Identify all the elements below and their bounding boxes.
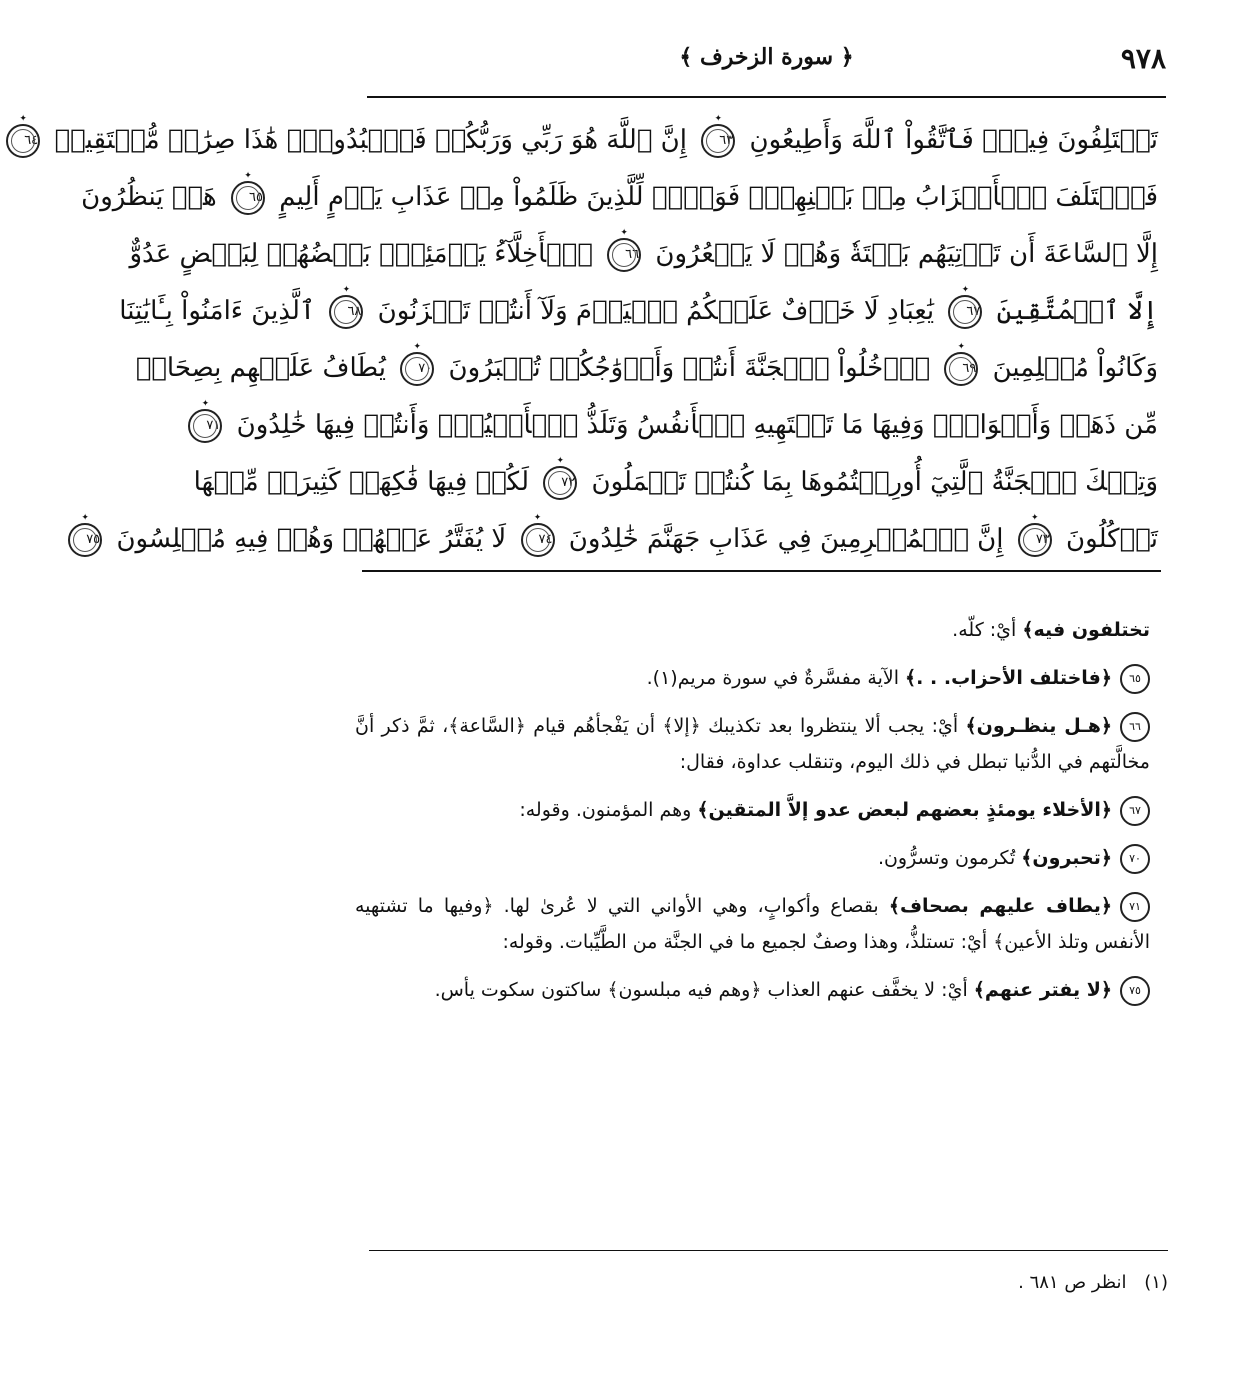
footnote-text: انظر ص ٦٨١ .	[1018, 1272, 1127, 1293]
commentary-text: الآية مفسَّرةٌ في سورة مريم(١).	[646, 667, 906, 689]
commentary-lemma: ﴿فاختلف الأحزاب. . .﴾	[905, 667, 1112, 689]
page-number: ٩٧٨	[1120, 42, 1166, 75]
ayah-number-marker: ٦٥ ✦	[231, 181, 265, 215]
commentary-lemma: ﴿هـل ينظـرون﴾	[965, 715, 1113, 737]
commentary-lemma: ﴿تحبرون﴾	[1021, 847, 1112, 869]
ayah-number-marker: ٦٨ ✦	[329, 295, 363, 329]
ayah-text: لَا يُفَتَّرُ عَنۡهُمۡ وَهُمۡ فِيهِ مُبۡلِسُونَ	[116, 524, 507, 554]
ayah-text: مِّن ذَهَبٖ وَأَكۡوَابٖۖ وَفِيهَا مَا تَشۡتَهِيهِ ٱلۡأَنفُسُ وَتَلَذُّ ٱلۡأَعۡيُنُۖ وَأَنتُمۡ فِيهَا خَٰلِدُونَ	[236, 410, 1158, 440]
ayah-number-marker: ٦٣ ✦	[701, 124, 735, 158]
ayah-number-marker: ٦٩ ✦	[944, 352, 978, 386]
quran-line	[193, 454, 1158, 511]
footnote-number: (١)	[1144, 1272, 1168, 1293]
ayah-text: تَأۡكُلُونَ	[1066, 524, 1158, 554]
ayah-text: وَتِلۡكَ ٱلۡجَنَّةُ ٱلَّتِيٓ أُورِثۡتُمُوهَا بِمَا كُنتُمۡ تَعۡمَلُونَ	[591, 467, 1158, 497]
footnote-divider	[369, 1250, 1168, 1251]
ayah-number-marker: ٧٢ ✦	[543, 466, 577, 500]
ayah-text: يَٰعِبَادِ لَا خَوۡفٌ عَلَيۡكُمُ ٱلۡيَوۡمَ وَلَآ أَنتُمۡ تَحۡزَنُونَ	[377, 296, 935, 326]
ayah-number-marker: ٦٤ ✦	[6, 124, 40, 158]
ayah-text: ٱلۡأَخِلَّآءُ يَوۡمَئِذِۢ بَعۡضُهُمۡ لِبَعۡضٍ عَدُوٌّ	[129, 239, 593, 269]
header-divider	[367, 96, 1166, 98]
ayah-number-marker: ٧٣ ✦	[1018, 523, 1052, 557]
commentary-entry	[355, 840, 1150, 876]
quran-text-block	[24, 112, 1158, 568]
section-divider	[362, 570, 1161, 572]
commentary-entry	[355, 972, 1150, 1008]
quran-line	[86, 511, 1158, 568]
ayah-text: فَٱخۡتَلَفَ ٱلۡأَحۡزَابُ مِنۢ بَيۡنِهِمۡۖ فَوَيۡلٞ لِّلَّذِينَ ظَلَمُواْ مِنۡ عَذَابِ يَوۡمٍ أَلِيمٍ	[279, 182, 1158, 212]
commentary-text: أيْ: كلّه.	[952, 619, 1023, 641]
commentary-lemma: تختلفون فيه﴾	[1022, 619, 1150, 641]
ayah-text: وَكَانُواْ مُسۡلِمِينَ	[992, 353, 1158, 383]
ayah-text: ٱلَّذِينَ ءَامَنُواْ بِـَٔايَٰتِنَا	[119, 296, 316, 326]
quran-line	[119, 283, 1158, 340]
commentary-block	[355, 612, 1150, 1020]
quran-line	[24, 112, 1158, 169]
book-page	[24, 0, 1256, 1382]
commentary-text: وهم المؤمنون. وقوله:	[519, 799, 698, 821]
verse-number-badge: ٦٦	[1120, 712, 1150, 742]
ayah-text: تَخۡتَلِفُونَ فِيهِۖ فَٱتَّقُواْ ٱللَّهَ وَأَطِيعُونِ	[749, 125, 1158, 155]
commentary-text: بقصاع وأكوابٍ، وهي الأواني التي لا عُرىٰ لها. ﴿وفيها ما تشتهيه الأنفس وتلذ الأعين﴾ أيْ: تستلذُّ، وهذا وصفٌ لجميع ما في الجنَّة من الطَّيِّبات. وقوله:	[355, 895, 1150, 953]
verse-number-badge: ٧٠	[1120, 844, 1150, 874]
quran-line	[206, 397, 1158, 454]
quran-line	[81, 169, 1158, 226]
ayah-text: إِنَّ ٱلۡمُجۡرِمِينَ فِي عَذَابِ جَهَنَّمَ خَٰلِدُونَ	[568, 524, 1004, 554]
page-header	[367, 40, 1166, 86]
ayah-text: هَلۡ يَنظُرُونَ	[81, 182, 217, 212]
quran-line	[135, 340, 1158, 397]
footnote	[1018, 1272, 1168, 1293]
ayah-number-marker: ٦٧ ✦	[948, 295, 982, 329]
verse-number-badge: ٧١	[1120, 892, 1150, 922]
commentary-text: تُكرمون وتسرُّون.	[877, 847, 1022, 869]
ayah-number-marker: ٧٤ ✦	[521, 523, 555, 557]
verse-number-badge: ٧٥	[1120, 976, 1150, 1006]
ayah-number-marker: ٧١ ✦	[188, 409, 222, 443]
ayah-number-marker: ٦٦ ✦	[607, 238, 641, 272]
ayah-number-marker: ٧٥ ✦	[68, 523, 102, 557]
ayah-text: إِلَّا ٱلسَّاعَةَ أَن تَأۡتِيَهُم بَغۡتَةٗ وَهُمۡ لَا يَشۡعُرُونَ	[655, 239, 1158, 269]
commentary-entry	[355, 612, 1150, 648]
verse-number-badge: ٦٥	[1120, 664, 1150, 694]
commentary-entry	[355, 660, 1150, 696]
verse-number-badge: ٦٧	[1120, 796, 1150, 826]
ayah-text: يُطَافُ عَلَيۡهِم بِصِحَافٖ	[135, 353, 386, 383]
ayah-text: إِنَّ ٱللَّهَ هُوَ رَبِّي وَرَبُّكُمۡ فَٱعۡبُدُوهُۚ هَٰذَا صِرَٰطٞ مُّسۡتَقِيمٞ	[54, 125, 687, 155]
commentary-entry	[355, 708, 1150, 780]
ayah-text: ٱدۡخُلُواْ ٱلۡجَنَّةَ أَنتُمۡ وَأَزۡوَٰجُكُمۡ تُحۡبَرُونَ	[448, 353, 931, 383]
commentary-lemma: ﴿الأخلاء يومئذٍ بعضهم لبعض عدو إلاَّ المتقين﴾	[697, 799, 1112, 821]
commentary-lemma: ﴿لا يفتر عنهم﴾	[973, 979, 1112, 1001]
ayah-text: إِلَّا ٱلۡمُتَّقِينَ	[996, 296, 1158, 326]
commentary-text: أيْ: يجب ألا ينتظروا بعد تكذيبك ﴿إلا﴾ أن يَفْجأهُم قيام ﴿السَّاعة﴾، ثمَّ ذكر أنَّ مخالَّتهم في الدُّنيا تبطل في ذلك اليوم، وتنقلب عداوة، فقال:	[355, 715, 1150, 773]
ayah-text: لَكُمۡ فِيهَا فَٰكِهَةٞ كَثِيرَةٞ مِّنۡهَا	[193, 467, 529, 497]
commentary-entry	[355, 792, 1150, 828]
commentary-entry	[355, 888, 1150, 960]
commentary-lemma: ﴿يطاف عليهم بصحاف﴾	[888, 895, 1113, 917]
surah-title: ﴿ سورة الزخرف ﴾	[679, 44, 854, 70]
commentary-text: أيْ: لا يخفَّف عنهم العذاب ﴿وهم فيه مبلسون﴾ ساكتون سكوت يأس.	[434, 979, 974, 1001]
quran-line	[129, 226, 1158, 283]
ayah-number-marker: ٧٠ ✦	[400, 352, 434, 386]
